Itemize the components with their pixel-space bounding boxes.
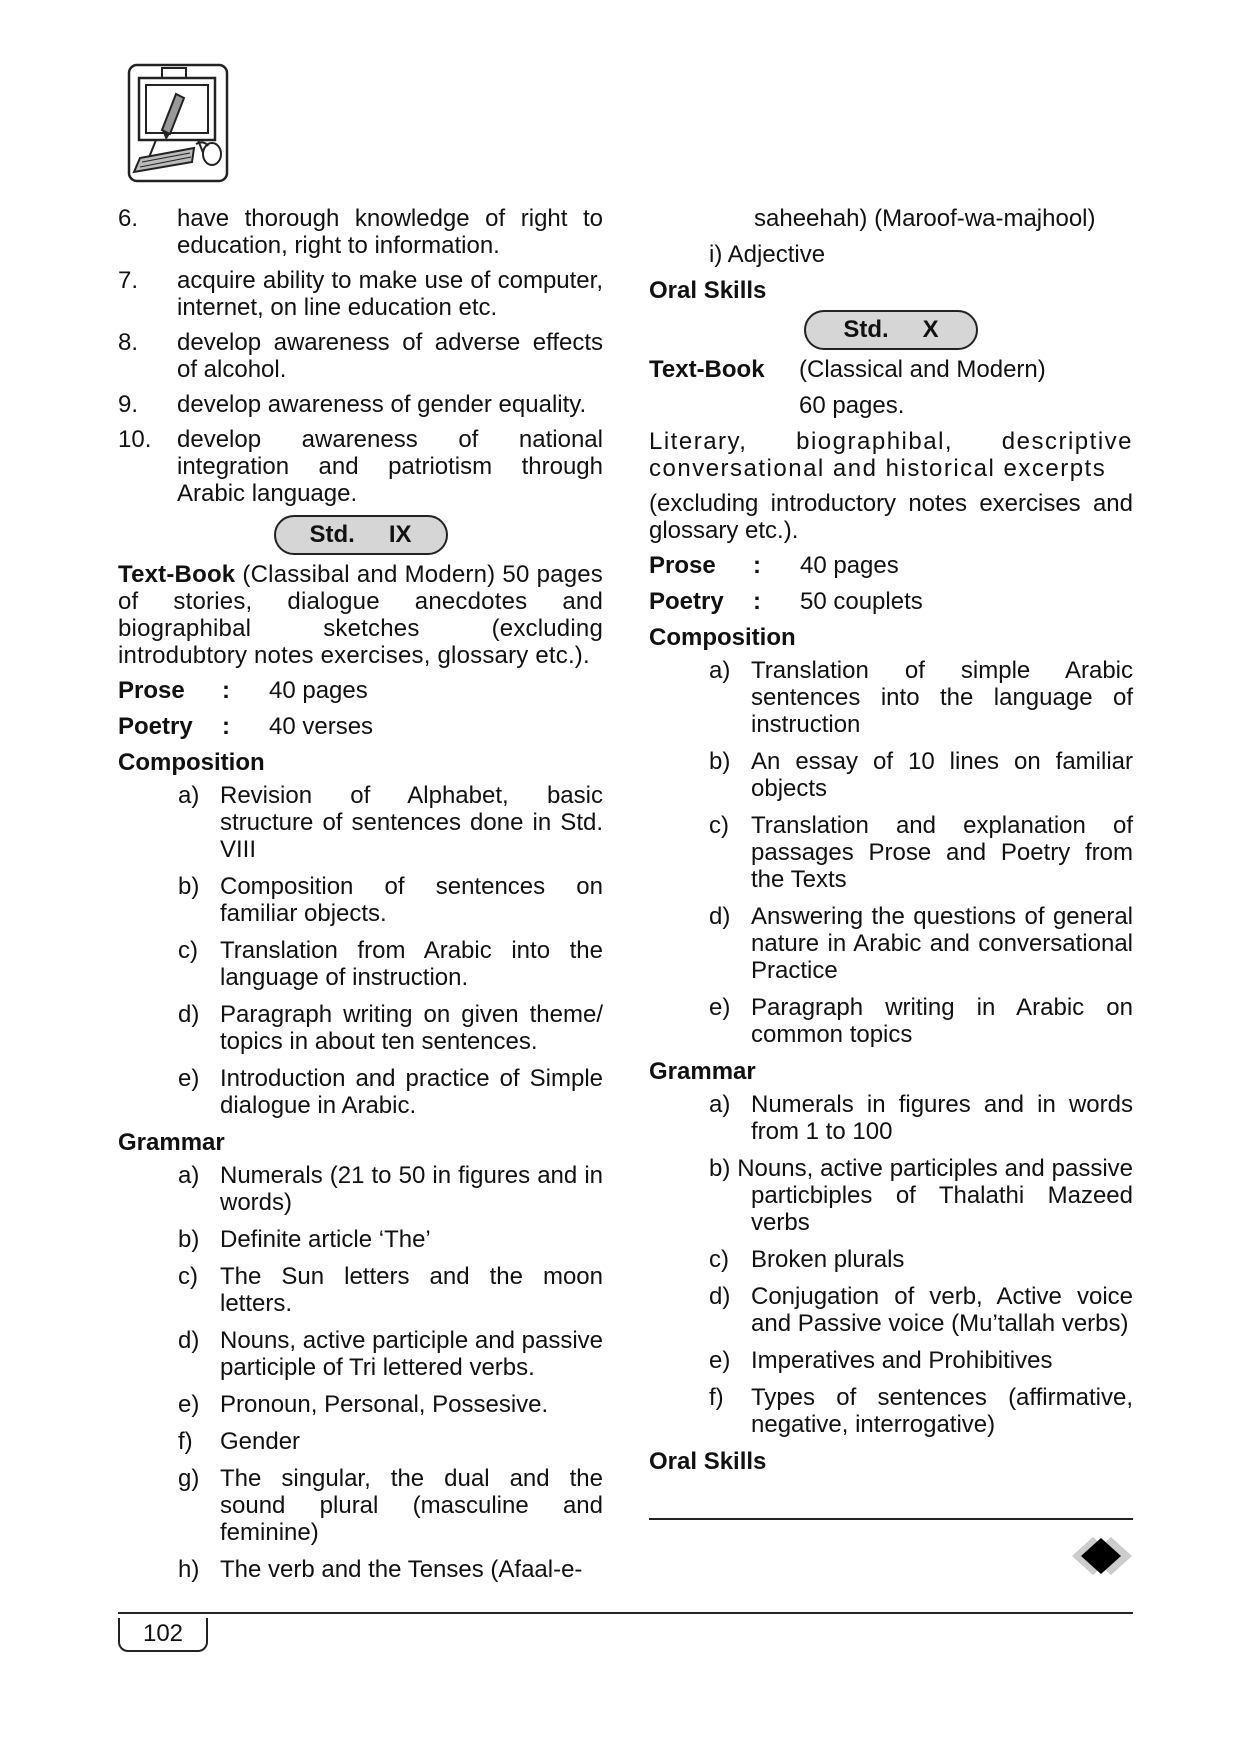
list-item — [178, 1428, 603, 1455]
list-item-number: d) — [709, 1283, 731, 1310]
list-item-text: Translation of simple Arabic sentences into the language of instruction — [751, 657, 1133, 738]
grammar-heading: Grammar — [649, 1058, 756, 1085]
list-item-text: have thorough knowledge of right to education, right to information. — [177, 205, 603, 259]
list-item-number: f) — [178, 1428, 193, 1455]
prose-row: Prose : 40 pages — [649, 552, 899, 579]
grammar-list — [649, 1246, 1133, 1438]
list-item-number: h) — [178, 1556, 200, 1583]
list-item-text: Broken plurals — [751, 1246, 905, 1273]
list-item-text: An essay of 10 lines on familiar objects — [751, 748, 1133, 802]
list-item — [178, 1162, 603, 1216]
list-item — [178, 1556, 603, 1583]
list-item — [118, 329, 603, 383]
oral-skills-heading: Oral Skills — [649, 1448, 767, 1475]
list-item-text: develop awareness of national integration and patriotism through Arabic language. — [177, 426, 603, 507]
list-item-text: Imperatives and Prohibitives — [751, 1347, 1053, 1374]
list-item-number: f) — [709, 1384, 724, 1411]
composition-heading: Composition — [649, 624, 796, 651]
poetry-row: Poetry : 50 couplets — [649, 588, 923, 615]
list-item — [178, 1465, 603, 1546]
prose-row: Prose : 40 pages — [118, 677, 368, 704]
list-item — [178, 1226, 603, 1253]
list-item-text: Translation and explanation of passages Prose and Poetry from the Texts — [751, 812, 1133, 893]
std-x-badge: Std. X — [804, 310, 978, 350]
list-item: b) Nouns, active participles and passive particbiples of Thalathi Mazeed verbs — [709, 1155, 1133, 1236]
continuation-text: saheehah) (Maroof-wa-majhool) — [754, 205, 1096, 232]
list-item-text: Paragraph writing in Arabic on common topics — [751, 994, 1133, 1048]
list-item-number: e) — [178, 1391, 200, 1418]
textbook-row: Text-Book (Classical and Modern) — [649, 356, 1046, 383]
list-item-text: The singular, the dual and the sound plural (masculine and feminine) — [220, 1465, 603, 1546]
literary-text: Literary, biographibal, descriptive conversational and historical excerpts — [649, 428, 1133, 482]
list-item — [709, 994, 1133, 1048]
objectives-list — [118, 205, 603, 507]
list-item-number: 9. — [118, 391, 139, 418]
list-item — [709, 1347, 1133, 1374]
poetry-row: Poetry : 40 verses — [118, 713, 374, 740]
list-item-text: Conjugation of verb, Active voice and Passive voice (Mu’tallah verbs) — [751, 1283, 1133, 1337]
list-item-number: e) — [709, 1347, 731, 1374]
list-item — [178, 1327, 603, 1381]
list-item-number: a) — [178, 782, 200, 809]
list-item-text: Gender — [220, 1428, 301, 1455]
list-item — [709, 1246, 1133, 1273]
list-item — [178, 873, 603, 927]
list-item-text: Translation from Arabic into the language of instruction. — [220, 937, 603, 991]
left-column — [118, 205, 603, 1593]
list-item — [178, 937, 603, 991]
footer-rule — [118, 1612, 1133, 1614]
oral-skills-heading: Oral Skills — [649, 277, 767, 304]
section-divider — [649, 1518, 1133, 1520]
list-item-number: c) — [709, 812, 729, 839]
grammar-list — [118, 1162, 603, 1583]
list-item-number: a) — [178, 1162, 200, 1189]
list-item — [178, 1001, 603, 1055]
list-item — [118, 391, 603, 418]
list-item-number: 10. — [118, 426, 152, 453]
list-item-text: develop awareness of adverse effects of alcohol. — [177, 329, 603, 383]
list-item-text: Pronoun, Personal, Possesive. — [220, 1391, 549, 1418]
list-item-number: g) — [178, 1465, 200, 1492]
list-item-number: b) — [178, 1226, 200, 1253]
textbook-pages: 60 pages. — [799, 392, 905, 419]
adjective-item: i) Adjective — [709, 241, 826, 268]
list-item: a) Numerals in figures and in words from 1 to 100 — [709, 1091, 1133, 1145]
list-item — [709, 1384, 1133, 1438]
list-item-number: b) — [178, 873, 200, 900]
list-item-text: Answering the questions of general nature in Arabic and conversational Practice — [751, 903, 1133, 984]
grammar-heading: Grammar — [118, 1129, 225, 1156]
composition-list — [118, 782, 603, 1119]
list-item — [178, 782, 603, 863]
list-item — [709, 903, 1133, 984]
list-item-number: b) — [709, 748, 731, 775]
list-item-number: a) — [709, 657, 731, 684]
list-item-text: Definite article ‘The’ — [220, 1226, 431, 1253]
list-item-text: Types of sentences (affirmative, negative, interrogative) — [751, 1384, 1133, 1438]
list-item-text: The verb and the Tenses (Afaal-e- — [220, 1556, 583, 1583]
list-item-number: e) — [709, 994, 731, 1021]
list-item — [709, 812, 1133, 893]
std-ix-badge: Std. IX — [274, 515, 448, 555]
list-item-number: d) — [178, 1327, 200, 1354]
list-item — [709, 748, 1133, 802]
list-item — [178, 1263, 603, 1317]
list-item-number: 8. — [118, 329, 139, 356]
list-item-text: Nouns, active participle and passive participle of Tri lettered verbs. — [220, 1327, 603, 1381]
list-item-number: c) — [709, 1246, 729, 1273]
excluding-text: (excluding introductory notes exercises and glossary etc.). — [649, 490, 1133, 544]
list-item-text: The Sun letters and the moon letters. — [220, 1263, 603, 1317]
list-item-number: c) — [178, 1263, 198, 1290]
list-item — [178, 1065, 603, 1119]
list-item-number: 6. — [118, 205, 139, 232]
list-item-number: d) — [709, 903, 731, 930]
list-item-text: acquire ability to make use of computer, internet, on line education etc. — [177, 267, 603, 321]
list-item-number: c) — [178, 937, 198, 964]
list-item — [118, 426, 603, 507]
list-item — [118, 205, 603, 259]
list-item — [709, 1283, 1133, 1337]
list-item-text: Composition of sentences on familiar objects. — [220, 873, 603, 927]
list-item-text: develop awareness of gender equality. — [177, 391, 587, 418]
computer-easel-icon — [126, 62, 230, 184]
list-item — [178, 1391, 603, 1418]
page-number: 102 — [118, 1618, 208, 1652]
list-item-text: Revision of Alphabet, basic structure of sentences done in Std. VIII — [220, 782, 603, 863]
list-item-number: 7. — [118, 267, 139, 294]
composition-list — [649, 657, 1133, 1048]
diamond-ornament-icon — [1070, 1535, 1132, 1577]
list-item — [709, 657, 1133, 738]
list-item-text: Paragraph writing on given theme/ topics in about ten sentences. — [220, 1001, 603, 1055]
list-item-number: e) — [178, 1065, 200, 1092]
list-item-text: Introduction and practice of Simple dialogue in Arabic. — [220, 1065, 603, 1119]
textbook-description: Text-Book (Classibal and Modern) 50 pages of stories, dialogue anecdotes and biographibal sketches (excluding introdubtory notes exercises, glossary etc.). — [118, 561, 603, 669]
list-item-number: d) — [178, 1001, 200, 1028]
composition-heading: Composition — [118, 749, 265, 776]
list-item-text: Numerals (21 to 50 in figures and in words) — [220, 1162, 603, 1216]
list-item — [118, 267, 603, 321]
right-column — [649, 205, 1133, 1481]
